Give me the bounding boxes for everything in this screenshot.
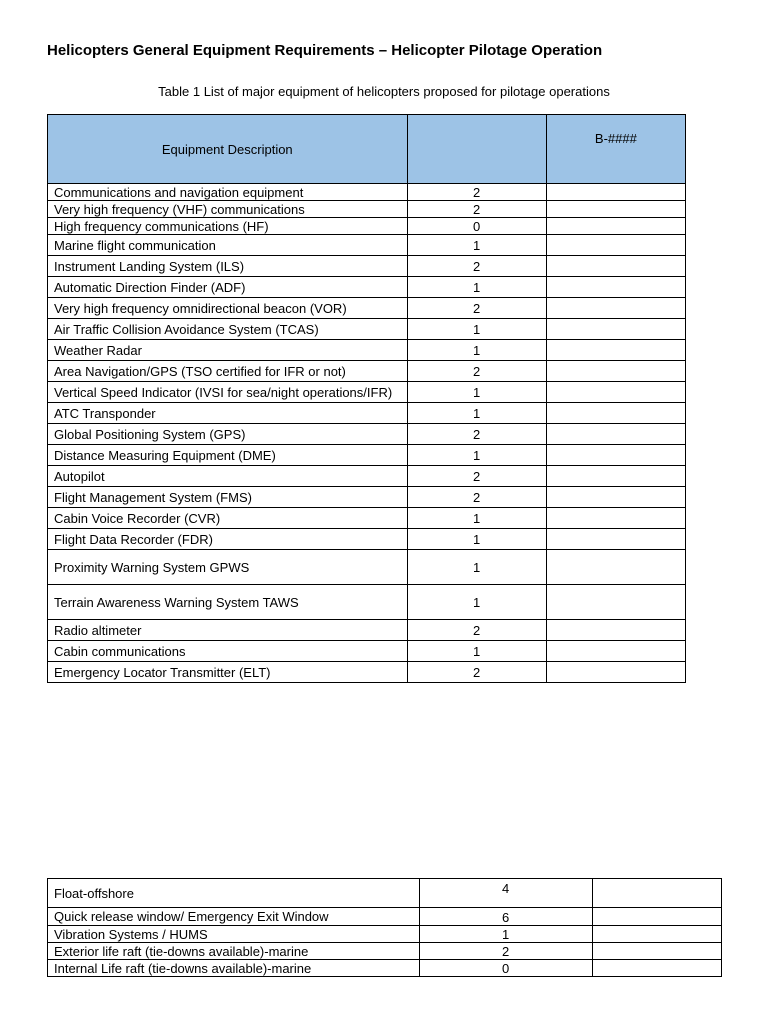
table-row bbox=[48, 382, 686, 403]
quantity-cell: 1 bbox=[419, 926, 592, 943]
quantity-cell: 2 bbox=[407, 424, 546, 445]
equipment-description-cell: Very high frequency omnidirectional beacon (VOR) bbox=[48, 298, 408, 319]
equipment-description-cell: Proximity Warning System GPWS bbox=[48, 550, 408, 585]
b-number-cell bbox=[592, 960, 721, 977]
equipment-description-cell: Radio altimeter bbox=[48, 620, 408, 641]
equipment-description-cell: Internal Life raft (tie-downs available)-marine bbox=[48, 960, 420, 977]
quantity-cell: 1 bbox=[407, 235, 546, 256]
equipment-description-cell: Flight Data Recorder (FDR) bbox=[48, 529, 408, 550]
quantity-cell: 2 bbox=[407, 256, 546, 277]
quantity-cell: 2 bbox=[407, 466, 546, 487]
b-number-cell bbox=[546, 662, 685, 683]
b-number-cell bbox=[592, 879, 721, 908]
quantity-cell: 0 bbox=[419, 960, 592, 977]
b-number-cell bbox=[546, 585, 685, 620]
b-number-cell bbox=[546, 184, 685, 201]
equipment-description-cell: Quick release window/ Emergency Exit Window bbox=[48, 908, 420, 926]
b-number-cell bbox=[592, 943, 721, 960]
equipment-description-cell: Terrain Awareness Warning System TAWS bbox=[48, 585, 408, 620]
equipment-description-cell: Cabin communications bbox=[48, 641, 408, 662]
quantity-cell: 4 bbox=[419, 879, 592, 908]
table-row bbox=[48, 641, 686, 662]
equipment-description-cell: Vibration Systems / HUMS bbox=[48, 926, 420, 943]
table-row bbox=[48, 466, 686, 487]
table-row bbox=[48, 319, 686, 340]
quantity-cell: 1 bbox=[407, 319, 546, 340]
equipment-description-cell: Cabin Voice Recorder (CVR) bbox=[48, 508, 408, 529]
table-row bbox=[48, 361, 686, 382]
quantity-cell: 1 bbox=[407, 641, 546, 662]
quantity-cell: 1 bbox=[407, 382, 546, 403]
equipment-description-cell: Air Traffic Collision Avoidance System (TCAS) bbox=[48, 319, 408, 340]
equipment-description-cell: Weather Radar bbox=[48, 340, 408, 361]
quantity-cell: 2 bbox=[407, 184, 546, 201]
b-number-cell bbox=[546, 340, 685, 361]
table-row bbox=[48, 235, 686, 256]
quantity-cell: 2 bbox=[407, 361, 546, 382]
table-row bbox=[48, 424, 686, 445]
equipment-description-cell: Vertical Speed Indicator (IVSI for sea/night operations/IFR) bbox=[48, 382, 408, 403]
equipment-description-cell: ATC Transponder bbox=[48, 403, 408, 424]
equipment-description-cell: High frequency communications (HF) bbox=[48, 218, 408, 235]
b-number-cell bbox=[546, 235, 685, 256]
b-number-cell bbox=[546, 424, 685, 445]
quantity-cell: 1 bbox=[407, 277, 546, 298]
table-header-row bbox=[48, 115, 686, 184]
table-row bbox=[48, 256, 686, 277]
equipment-table-body bbox=[48, 184, 686, 683]
quantity-cell: 2 bbox=[407, 201, 546, 218]
table-row bbox=[48, 184, 686, 201]
table-row bbox=[48, 340, 686, 361]
quantity-cell: 1 bbox=[407, 585, 546, 620]
equipment-description-cell: Autopilot bbox=[48, 466, 408, 487]
quantity-cell: 2 bbox=[407, 662, 546, 683]
equipment-description-cell: Automatic Direction Finder (ADF) bbox=[48, 277, 408, 298]
table-row bbox=[48, 662, 686, 683]
table-row bbox=[48, 550, 686, 585]
b-number-cell bbox=[546, 550, 685, 585]
table-row bbox=[48, 508, 686, 529]
b-number-cell bbox=[546, 445, 685, 466]
table-row bbox=[48, 201, 686, 218]
table-row bbox=[48, 620, 686, 641]
b-number-cell bbox=[546, 218, 685, 235]
table-row bbox=[48, 445, 686, 466]
b-number-cell bbox=[546, 620, 685, 641]
equipment-description-cell: Global Positioning System (GPS) bbox=[48, 424, 408, 445]
header-b-number: B-#### bbox=[546, 115, 685, 184]
quantity-cell: 1 bbox=[407, 508, 546, 529]
b-number-cell bbox=[546, 508, 685, 529]
equipment-description-cell: Emergency Locator Transmitter (ELT) bbox=[48, 662, 408, 683]
header-equipment-description: Equipment Description bbox=[48, 115, 408, 184]
quantity-cell: 1 bbox=[407, 403, 546, 424]
quantity-cell: 2 bbox=[419, 943, 592, 960]
equipment-table bbox=[47, 114, 686, 683]
table-row bbox=[48, 298, 686, 319]
b-number-cell bbox=[546, 319, 685, 340]
quantity-cell: 2 bbox=[407, 620, 546, 641]
quantity-cell: 6 bbox=[419, 908, 592, 926]
table-row bbox=[48, 529, 686, 550]
table-row bbox=[48, 277, 686, 298]
header-quantity bbox=[407, 115, 546, 184]
b-number-cell bbox=[546, 641, 685, 662]
quantity-cell: 2 bbox=[407, 487, 546, 508]
equipment-description-cell: Flight Management System (FMS) bbox=[48, 487, 408, 508]
table-row bbox=[48, 218, 686, 235]
equipment-description-cell: Area Navigation/GPS (TSO certified for IFR or not) bbox=[48, 361, 408, 382]
b-number-cell bbox=[546, 277, 685, 298]
b-number-cell bbox=[546, 403, 685, 424]
quantity-cell: 0 bbox=[407, 218, 546, 235]
equipment-description-cell: Communications and navigation equipment bbox=[48, 184, 408, 201]
equipment-description-cell: Distance Measuring Equipment (DME) bbox=[48, 445, 408, 466]
equipment-description-cell: Marine flight communication bbox=[48, 235, 408, 256]
table-row bbox=[48, 487, 686, 508]
b-number-cell bbox=[592, 908, 721, 926]
equipment-description-cell: Exterior life raft (tie-downs available)-marine bbox=[48, 943, 420, 960]
table-row bbox=[48, 943, 722, 960]
table-row bbox=[48, 926, 722, 943]
quantity-cell: 1 bbox=[407, 445, 546, 466]
equipment-description-cell: Instrument Landing System (ILS) bbox=[48, 256, 408, 277]
table-row bbox=[48, 879, 722, 908]
quantity-cell: 1 bbox=[407, 529, 546, 550]
b-number-cell bbox=[546, 256, 685, 277]
quantity-cell: 1 bbox=[407, 550, 546, 585]
table-row bbox=[48, 585, 686, 620]
b-number-cell bbox=[546, 361, 685, 382]
table-row bbox=[48, 960, 722, 977]
document-title: Helicopters General Equipment Requirements – Helicopter Pilotage Operation bbox=[47, 42, 603, 59]
table-row bbox=[48, 403, 686, 424]
table-row bbox=[48, 908, 722, 926]
table-caption: Table 1 List of major equipment of helicopters proposed for pilotage operations bbox=[158, 84, 610, 99]
b-number-cell bbox=[546, 487, 685, 508]
equipment-description-cell: Very high frequency (VHF) communications bbox=[48, 201, 408, 218]
quantity-cell: 2 bbox=[407, 298, 546, 319]
b-number-cell bbox=[546, 466, 685, 487]
equipment-table-continued-body bbox=[48, 879, 722, 977]
b-number-cell bbox=[546, 298, 685, 319]
equipment-table-continued bbox=[47, 878, 722, 977]
b-number-cell bbox=[546, 382, 685, 403]
b-number-cell bbox=[546, 529, 685, 550]
quantity-cell: 1 bbox=[407, 340, 546, 361]
b-number-cell bbox=[592, 926, 721, 943]
equipment-description-cell: Float-offshore bbox=[48, 879, 420, 908]
b-number-cell bbox=[546, 201, 685, 218]
